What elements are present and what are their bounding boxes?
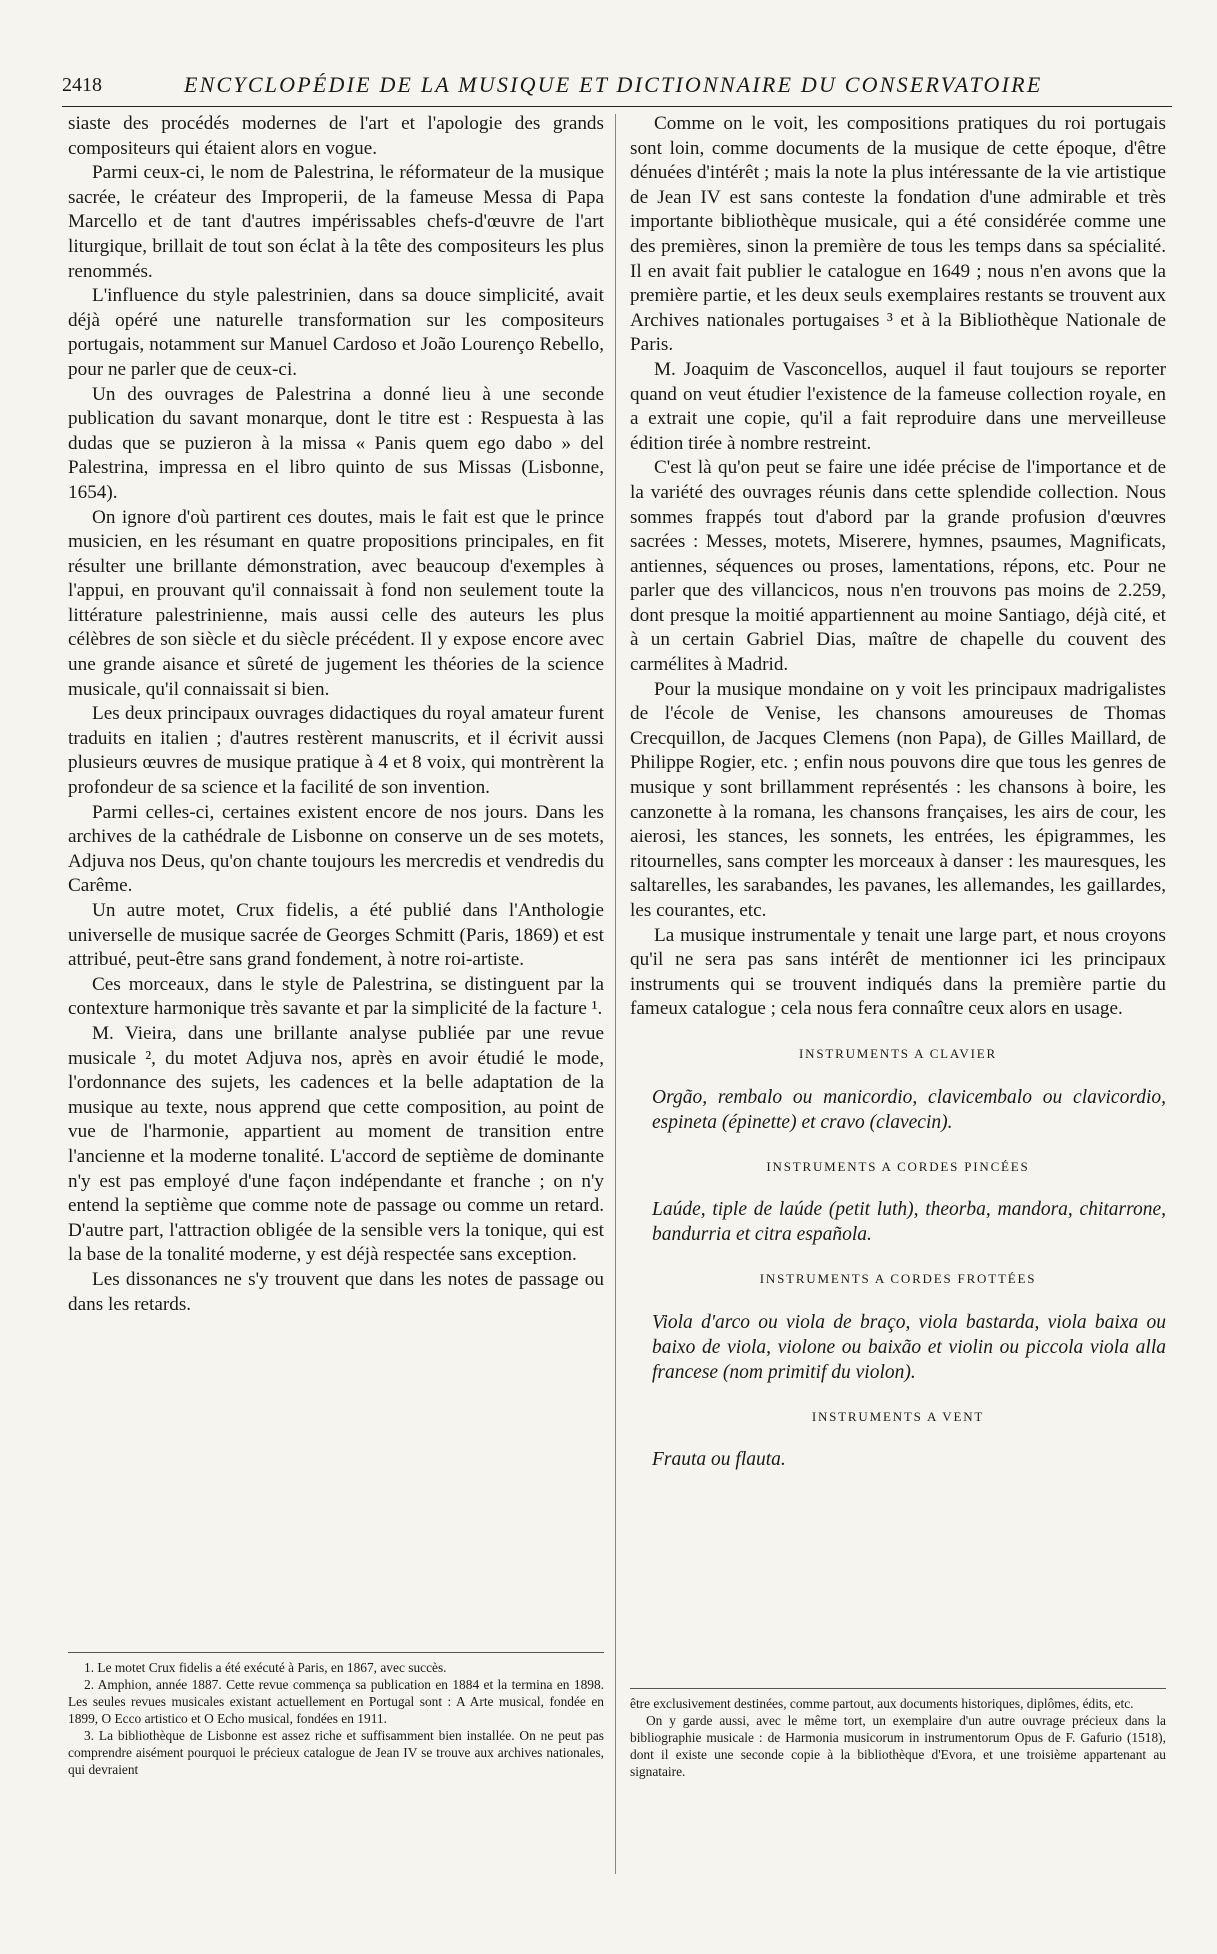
footnote: être exclusivement destinées, comme partout, aux documents historiques, diplômes, édits, etc. [630,1696,1134,1711]
paragraph: Parmi ceux-ci, le nom de Palestrina, le réformateur de la musique sacrée, le créateur des Improperii, de la fameuse Messa di Papa Marcello et de tant d'autres impérissables chefs-d'œuvre de l'art liturgique, brillait de tout son éclat à la tête des compositeurs les plus renommés. [68,162,604,282]
paragraph: Les dissonances ne s'y trouvent que dans les notes de passage ou dans les retards. [68,1268,604,1315]
left-column [68,112,604,1317]
paragraph: Un des ouvrages de Palestrina a donné lieu à une seconde publication du savant monarque, dont le titre est : Respuesta à las dudas que se puzieron à la missa « Panis quem ego dabo » del Palestrina, impressa en el libro quinto de sus Missas (Lisbonne, 1654). [68,383,604,503]
section-heading: INSTRUMENTS A VENT [811,1408,985,1424]
paragraph: On ignore d'où partirent ces doutes, mais le fait est que le prince musicien, en les résumant en quatre propositions principales, en fit résulter une brillante démonstration, avec beaucoup d'exemples à l'appui, en prouvant qu'il connaissait à fond non seulement toute la littérature palestrinienne, mais aussi celle des auteurs les plus célèbres de son siècle et du siècle précédent. Il y expose encore avec une grande aisance et sûreté de jugement les théories de la science musicale, qu'il connaissait si bien. [68,506,604,700]
paragraph: M. Joaquim de Vasconcellos, auquel il faut toujours se reporter quand on veut étudier l'existence de la fameuse collection royale, en a extrait une copie, qu'il a fait reproduire dans une merveilleuse édition tirée à nombre restreint. [630,358,1166,454]
footnote: On y garde aussi, avec le même tort, un exemplaire d'un autre ouvrage précieux dans la bibliographie musicale : de Harmonia musicorum in instrumentorum Opus de F. Gafurio (1518), dont il existe une seconde copie à la bibliothèque d'Evora, et une troisième appartenant au signataire. [630,1713,1166,1779]
column-divider [615,114,616,1874]
page-number: 2418 [62,74,102,96]
section-heading: INSTRUMENTS A CLAVIER [799,1045,997,1061]
paragraph: Les deux principaux ouvrages didactiques du royal amateur furent traduits en italien ; d'autres restèrent manuscrits, et il écrivit aussi plusieurs œuvres de musique pratique à 4 et 8 voix, qui montrèrent la profondeur de sa science et la facilité de son invention. [68,703,604,799]
section-heading: INSTRUMENTS A CORDES PINCÉES [766,1158,1030,1174]
paragraph: Pour la musique mondaine on y voit les principaux madrigalistes de l'école de Venise, les chansons amoureuses de Thomas Crecquillon, de Jacques Clemens (non Papa), de Gilles Maillard, de Philippe Rogier, etc. ; enfin nous pouvons dire que tous les genres de musique y sont brillamment représentés : les chansons à boire, les canzonette à la romana, les chansons françaises, les airs de cour, les aierosi, les stances, les sonnets, les entrées, les épigrammes, les ritournelles, sans compter les morceaux à danser : les mauresques, les saltarelles, les sarabandes, les pavanes, les allemandes, les gaillardes, les courantes, etc. [630,678,1166,921]
instrument-list: Viola d'arco ou viola de braço, viola bastarda, viola baixa ou baixo de viola, violone ou baixão et violin ou piccola viola alla francese (nom primitif du violon). [652,1311,1166,1383]
section-heading: INSTRUMENTS A CORDES FROTTÉES [759,1271,1037,1287]
footnote: 3. La bibliothèque de Lisbonne est assez riche et suffisamment bien installée. On ne peut pas comprendre aisément pourquoi le précieux catalogue de Jean IV se trouve aux archives nationales, qui devraient [68,1728,604,1777]
paragraph: C'est là qu'on peut se faire une idée précise de l'importance et de la variété des ouvrages réunis dans cette splendide collection. Nous sommes frappés tout d'abord par la grande profusion d'œuvres sacrées : Messes, motets, Miserere, hymnes, psaumes, Magnificats, antiennes, séquences ou proses, lamentations, répons, etc. Pour ne parler que des villancicos, nous n'en trouvons pas moins de 2.259, dont presque la moitié appartiennent au moine Santiago, déjà cité, et à un certain Gabriel Dias, maître de chapelle du couvent des carmélites à Madrid. [630,457,1166,676]
paragraph: siaste des procédés modernes de l'art et l'apologie des grands compositeurs qui étaient alors en vogue. [68,113,604,159]
instrument-list: Laúde, tiple de laúde (petit luth), theorba, mandora, chitarrone, bandurria et citra española. [652,1199,1166,1246]
right-column [630,112,1166,1492]
paragraph: L'influence du style palestrinien, dans sa douce simplicité, avait déjà opéré une naturelle transformation sur les compositeurs portugais, notamment sur Manuel Cardoso et João Lourenço Rebello, pour ne parler que de ceux-ci. [68,285,604,380]
footnotes-right [630,1688,1166,1780]
paragraph: Parmi celles-ci, certaines existent encore de nos jours. Dans les archives de la cathédrale de Lisbonne on conserve un de ses motets, Adjuva nos Deus, qu'on chante toujours les mercredis et vendredis du Carême. [68,801,604,897]
paragraph: La musique instrumentale y tenait une large part, et nous croyons qu'il ne sera pas sans intérêt de mentionner ici les principaux instruments qui se trouvent indiqués dans la première partie du fameux catalogue ; cela nous fera connaître ceux alors en usage. [630,924,1166,1020]
page-header [62,70,1172,107]
running-title: ENCYCLOPÉDIE DE LA MUSIQUE ET DICTIONNAIRE DU CONSERVATOIRE [184,72,1043,97]
footnotes-left [68,1652,604,1778]
footnote: 2. Amphion, année 1887. Cette revue commença sa publication en 1884 et la termina en 1898. Les seules revues musicales existant actuellement en Portugal sont : A Arte musical, fondée en 1899, O Ecco artistico et O Echo musical, fondées en 1911. [68,1677,604,1726]
paragraph: Ces morceaux, dans le style de Palestrina, se distinguent par la contexture harmonique très savante et par la simplicité de la facture ¹. [68,973,604,1020]
instrument-list: Orgão, rembalo ou manicordio, clavicembalo ou clavicordio, espineta (épinette) et cravo (clavecin). [652,1086,1166,1133]
footnote: 1. Le motet Crux fidelis a été exécuté à Paris, en 1867, avec succès. [84,1660,447,1675]
paragraph: Comme on le voit, les compositions pratiques du roi portugais sont loin, comme documents de la musique de cette époque, d'être dénuées d'intérêt ; mais la note la plus intéressante de la vie artistique de Jean IV est sans conteste la fondation d'une admirable et très importante bibliothèque musicale, qui a été considérée comme une des premières, sinon la première de tous les temps dans sa spécialité. Il en avait fait publier le catalogue en 1649 ; nous n'en avons que la première partie, et les deux seuls exemplaires restants se trouvent aux Archives nationales portugaises ³ et à la Bibliothèque Nationale de Paris. [630,113,1166,356]
paragraph: Un autre motet, Crux fidelis, a été publié dans l'Anthologie universelle de musique sacrée de Georges Schmitt (Paris, 1869) et est attribué, peut-être sans grand fondement, à notre roi-artiste. [68,900,604,971]
instrument-list: Frauta ou flauta. [652,1449,786,1471]
paragraph: M. Vieira, dans une brillante analyse publiée par une revue musicale ², du motet Adjuva nos, après en avoir étudié le mode, l'ordonnance des sujets, les cadences et la belle adaptation de la musique au texte, nous apprend que cette composition, au point de vue de l'harmonie, appartient au moment de transition entre l'ancienne et la moderne tonalité. L'accord de septième de dominante n'y est pas employé d'une façon indépendante et franche ; on n'y entend la septième que comme note de passage ou comme un retard. D'autre part, l'attraction obligée de la sensible vers la tonique, qui est la base de la tonalité moderne, y est déjà respectée sans exception. [68,1022,604,1266]
